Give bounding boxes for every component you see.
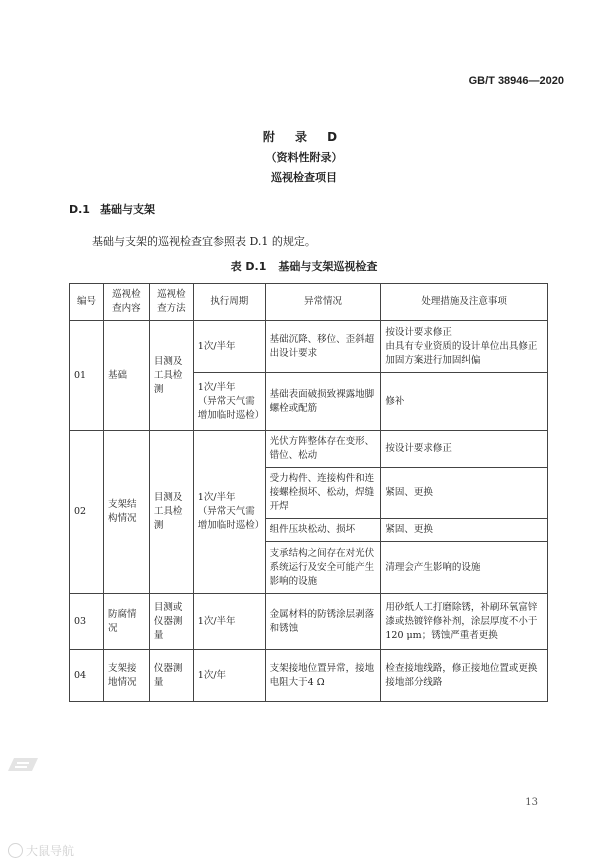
cell-period: 1次/半年 [193, 321, 265, 373]
cell-id: 04 [70, 650, 104, 702]
cell-issue: 支承结构之间存在对光伏系统运行及安全可能产生影响的设施 [265, 542, 381, 594]
section-heading [69, 201, 155, 217]
body-paragraph: 基础与支架的巡视检查宜参照表 D.1 的规定。 [92, 235, 316, 248]
header-content: 巡视检查内容 [103, 284, 149, 321]
standard-code: GB/T 38946—2020 [468, 75, 564, 87]
section-title: 基础与支架 [99, 203, 155, 216]
table-caption-number: 表 D.1 [230, 260, 267, 273]
cell-method: 目测及工具检测 [149, 431, 193, 594]
cell-content: 基础 [103, 321, 149, 431]
table-header-row [70, 284, 548, 321]
cell-method: 仪器测量 [149, 650, 193, 702]
header-method: 巡视检查方法 [149, 284, 193, 321]
cell-issue: 支架接地位置异常，接地电阻大于4 Ω [265, 650, 381, 702]
cell-issue: 金属材料的防锈涂层剥落和锈蚀 [265, 594, 381, 650]
cell-id: 03 [70, 594, 104, 650]
header-period: 执行周期 [193, 284, 265, 321]
cell-id: 01 [70, 321, 104, 431]
header-issue: 异常情况 [265, 284, 381, 321]
appendix-title-block [0, 128, 608, 185]
cell-issue: 受力构件、连接构件和连接螺栓损坏、松动，焊缝开焊 [265, 468, 381, 519]
cell-action: 按设计要求修正 由具有专业资质的设计单位出具修正加固方案进行加固纠偏 [381, 321, 548, 373]
cell-action: 用砂纸人工打磨除锈，补刷环氧富锌漆或热镀锌修补剂，涂层厚度不小于120 μm；锈蚀严重者更换 [381, 594, 548, 650]
cell-action: 紧固、更换 [381, 468, 548, 519]
header-action: 处理措施及注意事项 [381, 284, 548, 321]
section-number: D.1 [69, 203, 90, 216]
cell-method: 目测及工具检测 [149, 321, 193, 431]
watermark-text: 大鼠导航 [26, 844, 75, 858]
cell-period: 1次/半年 [193, 594, 265, 650]
table-row [70, 650, 548, 702]
table-row [70, 321, 548, 373]
cell-action: 按设计要求修正 [381, 431, 548, 468]
cell-action: 清理会产生影响的设施 [381, 542, 548, 594]
cell-content: 防腐情况 [103, 594, 149, 650]
watermark-logo-icon [6, 755, 40, 773]
cell-action: 修补 [381, 373, 548, 431]
cell-method: 目测或仪器测量 [149, 594, 193, 650]
cell-period: 1次/半年 （异常天气需增加临时巡检） [193, 431, 265, 594]
table-row [70, 594, 548, 650]
header-id: 编号 [70, 284, 104, 321]
table-row [70, 431, 548, 468]
cell-issue: 基础沉降、移位、歪斜超出设计要求 [265, 321, 381, 373]
cell-action: 紧固、更换 [381, 519, 548, 542]
page-number: 13 [525, 797, 538, 808]
appendix-name: 巡视检查项目 [271, 171, 337, 184]
watermark-badge-icon [8, 843, 23, 858]
cell-id: 02 [70, 431, 104, 594]
cell-issue: 光伏方阵整体存在变形、错位、松动 [265, 431, 381, 468]
cell-content: 支架结构情况 [103, 431, 149, 594]
cell-issue: 基础表面破损致裸露地脚螺栓或配筋 [265, 373, 381, 431]
watermark [8, 842, 74, 859]
cell-content: 支架接地情况 [103, 650, 149, 702]
cell-period: 1次/年 [193, 650, 265, 702]
inspection-table [69, 283, 548, 702]
cell-period: 1次/半年 （异常天气需增加临时巡检） [193, 373, 265, 431]
table-caption-title: 基础与支架巡视检查 [278, 260, 378, 273]
cell-action: 检查接地线路，修正接地位置或更换接地部分线路 [381, 650, 548, 702]
table-caption [0, 258, 608, 274]
appendix-label: 附 录 D [262, 130, 346, 144]
appendix-type: （资料性附录） [265, 151, 343, 164]
cell-issue: 组件压块松动、损坏 [265, 519, 381, 542]
